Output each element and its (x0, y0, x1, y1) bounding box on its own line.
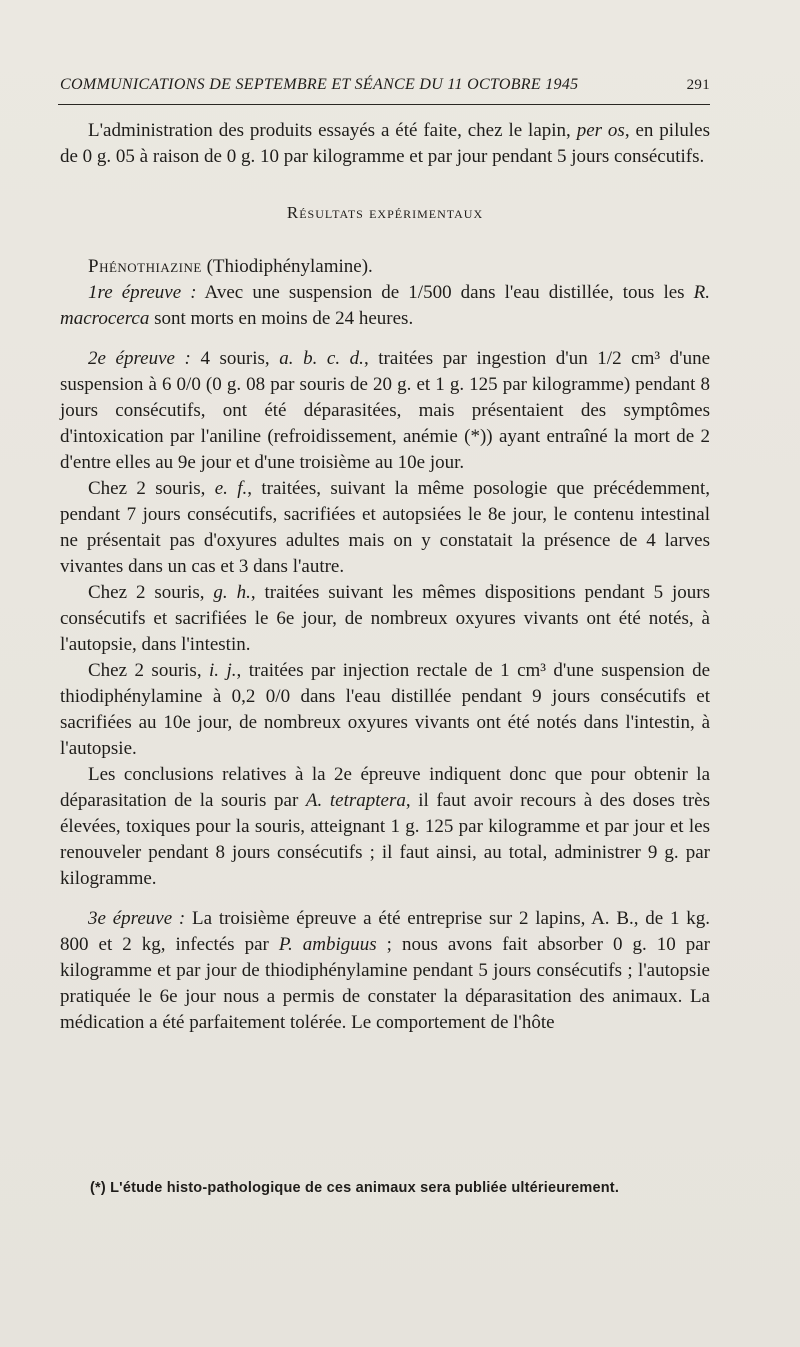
paragraph-souris-ef: Chez 2 souris, e. f., traitées, suivant la même posologie que précédemment, pendant 7 jours consécutifs, sacrifiées et autopsiées le 8e jour, le contenu intestinal ne présentait pas d'oxyures adultes mais on y constatait la présence de 4 larves vivantes dans un cas et 3 dans l'autre. (60, 478, 710, 577)
page-number: 291 (686, 77, 710, 93)
section-title: Résultats expérimentaux (286, 203, 484, 222)
header-rule (58, 104, 710, 105)
footnote: (*) L'étude histo-pathologique de ces animaux sera publiée ultérieurement. (90, 1180, 620, 1196)
body-text (60, 118, 710, 1036)
intro-paragraph: L'administration des produits essayés a été faite, chez le lapin, per os, en pilules de 0 g. 05 à raison de 0 g. 10 par kilogramme et par jour pendant 5 jours consécutifs. (60, 120, 710, 167)
epreuve-2-paragraph: 2e épreuve : 4 souris, a. b. c. d., traitées par ingestion d'un 1/2 cm³ d'une suspension à 6 0/0 (0 g. 08 par souris de 20 g. et 1 g. 125 par kilogramme) pendant 8 jours consécutifs, ont été déparasitées, mais présentaient des symptômes d'intoxication par l'aniline (refroidissement, anémie (*)) ayant entraîné la mort de 2 d'entre elles au 9e jour et d'une troisième au 10e jour. (60, 348, 711, 473)
spacer (60, 332, 710, 346)
epreuve-2-label: 2e épreuve : (88, 348, 191, 369)
paragraph-souris-gh: Chez 2 souris, g. h., traitées suivant les mêmes dispositions pendant 5 jours consécutifs et sacrifiées le 6e jour, de nombreux oxyures vivants ont été notés, à l'autopsie, dans l'intestin. (60, 582, 711, 655)
epreuve-1-label: 1re épreuve : (88, 282, 197, 303)
running-header (60, 76, 710, 94)
paragraph-souris-ij: Chez 2 souris, i. j., traitées par injection rectale de 1 cm³ d'une suspension de thiodiphénylamine à 0,2 0/0 dans l'eau distillée pendant 9 jours consécutifs et sacrifiées au 10e jour, de nombreux oxyures vivants ont été notés dans l'intestin, à l'autopsie. (60, 660, 711, 759)
species-name: R. macrocerca (60, 282, 710, 329)
paragraph-conclusions: Les conclusions relatives à la 2e épreuve indiquent donc que pour obtenir la déparasitation de la souris par A. tetraptera, il faut avoir recours à des doses très élevées, toxiques pour la souris, atteignant 1 g. 125 par kilogramme et par jour et les renouveler pendant 8 jours consécutifs ; il faut ainsi, au total, administrer 9 g. par kilogramme. (60, 764, 710, 889)
latin-term: per os (576, 120, 625, 141)
epreuve-3-label: 3e épreuve : (88, 908, 186, 929)
subsection-heading: Phénothiazine (Thiodiphénylamine). (88, 256, 373, 277)
epreuve-1-paragraph: 1re épreuve : Avec une suspension de 1/500 dans l'eau distillée, tous les R. macrocerca sont morts en moins de 24 heures. (60, 282, 710, 329)
spacer (60, 892, 710, 906)
compound-name: Phénothiazine (88, 256, 202, 277)
epreuve-3-paragraph: 3e épreuve : La troisième épreuve a été entreprise sur 2 lapins, A. B., de 1 kg. 800 et 2 kg, infectés par P. ambiguus ; nous avons fait absorber 0 g. 10 par kilogramme et par jour de thiodiphénylamine pendant 5 jours consécutifs ; l'autopsie pratiquée le 6e jour nous a permis de constater la déparasitation des animaux. La médication a été parfaitement tolérée. Le comportement de l'hôte (60, 908, 710, 1033)
running-title: COMMUNICATIONS DE SEPTEMBRE ET SÉANCE DU 11 OCTOBRE 1945 (60, 76, 579, 93)
